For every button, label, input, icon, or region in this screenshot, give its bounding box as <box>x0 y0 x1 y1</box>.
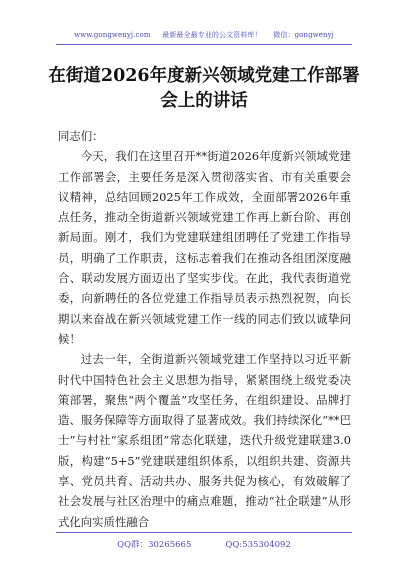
footer-divider <box>56 532 352 533</box>
paragraph-2: 过去一年，全街道新兴领域党建工作坚持以习近平新时代中国特色社会主义思想为指导，紧紧围绕上级党委决策部署，聚焦“两个覆盖”攻坚任务，在组织建设、品牌打造、服务保障等方面取得了显著成效。我们持续深化“**巴士”与村社“家系组团”常态化联建，迭代升级党建联建3.0版，构建“5+5”党建联建组织体系，以组织共建、资源共享、党员共育、活动共办、服务共促为核心，有效破解了社会发展与社区治理中的痛点难题，推动“社企联建”从形式化向实质性融合 <box>58 352 351 529</box>
speech-body <box>58 126 351 532</box>
site-url-link[interactable]: www.gongwenyj.com <box>74 31 151 39</box>
qq-number: QQ:535304092 <box>225 540 291 550</box>
qq-group-number: QQ群：30265665 <box>117 540 192 550</box>
wechat-id: 微信：gongwenyj <box>273 31 334 39</box>
page-title-line-2: 会上的讲话 <box>160 91 248 111</box>
site-slogan: 最新最全最专业的公文资料库！ <box>162 31 262 39</box>
paragraph-1: 今天，我们在这里召开**街道2026年度新兴领域党建工作部署会，主要任务是深入贯彻落实省、市有关重要会议精神，总结回顾2025年工作成效，全面部署2026年重点任务，推动全街道新兴领域党建工作再上新台阶、再创新局面。刚才，我们为党建联建组团聘任了党建工作指导员，明确了工作职责，这标志着我们在推动各组团深度融合、联动发展方面迈出了坚实步伐。在此，我代表街道党委，向新聘任的各位党建工作指导员表示热烈祝贺，向长期以来奋战在新兴领域党建工作一线的同志们致以诚挚问候！ <box>58 149 351 346</box>
page-title-line-1: 在街道2026年度新兴领域党建工作部署 <box>48 66 360 86</box>
header-banner <box>0 30 408 40</box>
salutation: 同志们： <box>58 129 104 143</box>
header-divider <box>56 44 352 45</box>
page-title <box>40 64 368 114</box>
footer-contact <box>0 538 408 550</box>
